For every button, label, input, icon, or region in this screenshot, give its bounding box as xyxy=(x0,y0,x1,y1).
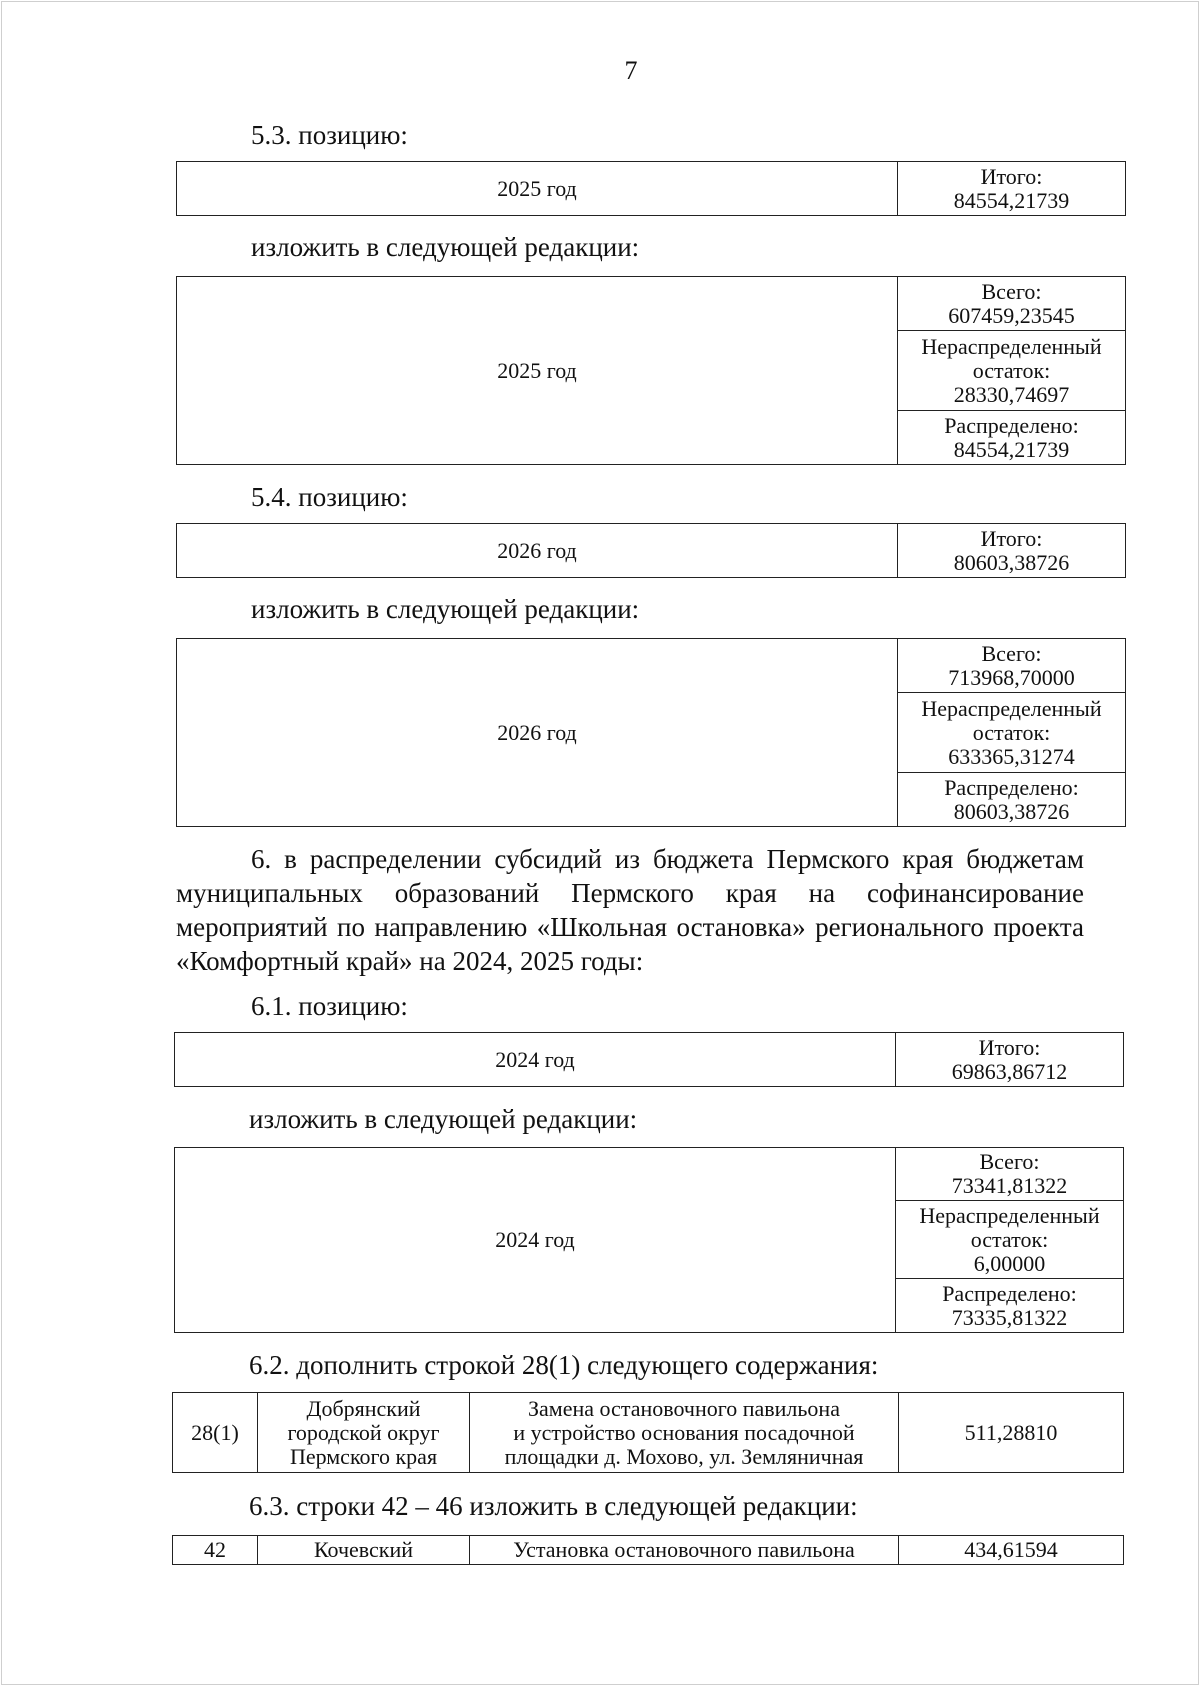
municipality-cell: Кочевский xyxy=(258,1536,470,1565)
section-6-3-heading: 6.3. строки 42 – 46 изложить в следующей редакции: xyxy=(249,1491,858,1521)
event-line-3: площадки д. Мохово, ул. Земляничная xyxy=(504,1443,864,1469)
total-cell xyxy=(898,639,1126,693)
section-5-3-heading: 5.3. позицию: xyxy=(251,120,408,150)
table-6-2-row xyxy=(172,1392,1124,1473)
table-6-3-row xyxy=(172,1535,1124,1565)
distributed-label: Распределено: xyxy=(944,412,1079,438)
total-value: 607459,23545 xyxy=(948,302,1075,328)
distributed-cell xyxy=(896,1279,1124,1333)
section-5-4-heading: 5.4. позицию: xyxy=(251,482,408,512)
total-cell xyxy=(898,524,1126,578)
table-5-3-new xyxy=(176,276,1126,465)
table-5-4-new xyxy=(176,638,1126,827)
total-cell xyxy=(898,277,1126,331)
total-value: 69863,86712 xyxy=(951,1058,1068,1084)
remainder-label: Нераспределенный xyxy=(919,1202,1100,1228)
year-cell: 2025 год xyxy=(177,162,898,216)
total-cell xyxy=(898,162,1126,216)
total-label: Всего: xyxy=(981,640,1042,666)
distributed-cell xyxy=(898,773,1126,827)
total-cell xyxy=(896,1033,1124,1087)
row-number-cell: 28(1) xyxy=(173,1393,258,1473)
remainder-cell xyxy=(898,331,1126,411)
total-label: Итого: xyxy=(978,1034,1041,1060)
remainder-label-2: остаток: xyxy=(970,1226,1049,1252)
distributed-cell xyxy=(898,411,1126,465)
section-6-1-heading: 6.1. позицию: xyxy=(251,991,408,1021)
total-value: 80603,38726 xyxy=(953,549,1070,575)
municipality-line-2: городской округ xyxy=(287,1419,440,1445)
page-number: 7 xyxy=(624,56,638,85)
total-value: 73341,81322 xyxy=(951,1173,1068,1198)
total-label: Итого: xyxy=(980,525,1043,551)
table-5-3-old xyxy=(176,161,1126,216)
event-cell: Установка остановочного павильона xyxy=(470,1536,899,1565)
year-cell: 2024 год xyxy=(175,1033,896,1087)
total-cell xyxy=(896,1148,1124,1201)
remainder-value: 6,00000 xyxy=(973,1250,1046,1276)
year-cell: 2026 год xyxy=(177,524,898,578)
distributed-value: 73335,81322 xyxy=(951,1304,1068,1330)
remainder-label: Нераспределенный xyxy=(921,333,1102,359)
section-6-paragraph: 6. в распределении субсидий из бюджета Пермского края бюджетам муниципальных образований Пермского края на софинансирование мероприятий по направлению «Школьная остановка» регионального проекта «Комфортный край» на 2024, 2025 годы: xyxy=(176,844,1084,976)
amount-cell: 511,28810 xyxy=(899,1393,1124,1473)
distributed-label: Распределено: xyxy=(944,774,1079,800)
total-value: 713968,70000 xyxy=(948,664,1075,690)
event-line-1: Замена остановочного павильона xyxy=(528,1395,840,1421)
amount-cell: 434,61594 xyxy=(899,1536,1124,1565)
municipality-line-1: Добрянский xyxy=(306,1395,421,1421)
total-label: Итого: xyxy=(980,163,1043,189)
remainder-label-2: остаток: xyxy=(972,719,1051,745)
municipality-line-3: Пермского края xyxy=(289,1443,438,1469)
year-cell: 2025 год xyxy=(177,277,898,465)
event-line-2: и устройство основания посадочной xyxy=(513,1419,855,1445)
table-5-4-old xyxy=(176,523,1126,578)
remainder-label: Нераспределенный xyxy=(921,695,1102,721)
section-5-3-intro: изложить в следующей редакции: xyxy=(251,232,640,262)
municipality-cell xyxy=(258,1393,470,1473)
year-cell: 2026 год xyxy=(177,639,898,827)
table-6-1-new xyxy=(174,1147,1124,1333)
section-6-1-intro: изложить в следующей редакции: xyxy=(249,1104,638,1134)
total-label: Всего: xyxy=(979,1149,1040,1174)
total-value: 84554,21739 xyxy=(953,187,1070,213)
total-label: Всего: xyxy=(981,278,1042,304)
remainder-value: 28330,74697 xyxy=(953,381,1070,407)
distributed-value: 84554,21739 xyxy=(953,436,1070,462)
remainder-cell xyxy=(898,693,1126,773)
year-cell: 2024 год xyxy=(175,1148,896,1333)
remainder-cell xyxy=(896,1201,1124,1279)
section-6-2-heading: 6.2. дополнить строкой 28(1) следующего содержания: xyxy=(249,1350,879,1380)
distributed-label: Распределено: xyxy=(942,1280,1077,1306)
distributed-value: 80603,38726 xyxy=(953,798,1070,824)
event-cell xyxy=(470,1393,899,1473)
section-5-4-intro: изложить в следующей редакции: xyxy=(251,594,640,624)
remainder-label-2: остаток: xyxy=(972,357,1051,383)
row-number-cell: 42 xyxy=(173,1536,258,1565)
remainder-value: 633365,31274 xyxy=(948,743,1075,769)
table-6-1-old xyxy=(174,1032,1124,1087)
